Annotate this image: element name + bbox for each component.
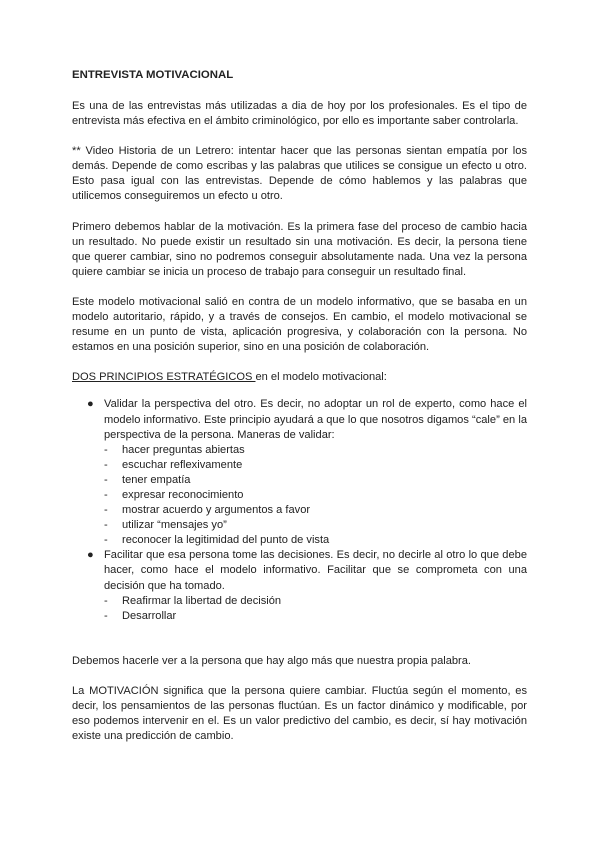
spacer xyxy=(72,624,527,654)
dash-icon: - xyxy=(104,519,108,532)
dash-icon: - xyxy=(104,458,108,471)
principle-item xyxy=(72,548,527,623)
document-title: ENTREVISTA MOTIVACIONAL xyxy=(72,69,234,81)
paragraph-model: Este modelo motivacional salió en contra de un modelo informativo, que se basaba en un modelo autoritario, rápido, y a través de consejos. En cambio, el modelo motivacional se resume en un punto de vista, aplicación progresiva, y colaboración con la persona. No estamos en una posición superior, sino en una posición de colaboración. xyxy=(72,295,527,354)
document-page xyxy=(72,68,527,759)
dash-icon: - xyxy=(104,473,108,486)
list-item: - Reafirmar la libertad de decisión xyxy=(104,594,527,609)
dash-icon: - xyxy=(104,504,108,517)
list-item: - tener empatía xyxy=(104,473,527,488)
principles-list xyxy=(72,397,527,623)
dash-icon: - xyxy=(104,443,108,456)
dash-icon: - xyxy=(104,609,108,622)
dash-icon: - xyxy=(104,488,108,501)
paragraph-closing-statement: Debemos hacerle ver a la persona que hay algo más que nuestra propia palabra. xyxy=(72,654,472,667)
principle-text: Validar la perspectiva del otro. Es decir, no adoptar un rol de experto, como hace el modelo informativo. Este principio ayudará a que lo que nosotros digamos “cale” en la perspectiva de la persona. Maneras de validar: xyxy=(104,398,527,441)
list-item: - expresar reconocimiento xyxy=(104,488,527,503)
bullet-icon: ● xyxy=(87,549,94,562)
dash-icon: - xyxy=(104,534,108,547)
paragraph-motivation-definition: La MOTIVACIÓN significa que la persona quiere cambiar. Fluctúa según el momento, es decir, los pensamientos de las personas fluctúan. Es un factor dinámico y modificable, por eso podemos intervenir en el. Es un valor predictivo del cambio, es decir, sí hay motivación existe una predicción de cambio. xyxy=(72,684,527,743)
paragraph-video: ** Video Historia de un Letrero: intentar hacer que las personas sientan empatía por los demás. Depende de como escribas y las palabras que utilices se consigue un efecto u otro. Esto pasa igual con las entrevistas. Depende de cómo hablemos y las palabras que utilicemos conseguiremos un efecto u otro. xyxy=(72,145,527,203)
list-item: - escuchar reflexivamente xyxy=(104,458,527,473)
dash-icon: - xyxy=(104,594,108,607)
decision-actions-list xyxy=(104,594,527,624)
principles-heading xyxy=(72,370,527,385)
list-item: - mostrar acuerdo y argumentos a favor xyxy=(104,503,527,518)
principle-text: Facilitar que esa persona tome las decisiones. Es decir, no decirle al otro lo que debe hacer, como hace el modelo informativo. Facilitar que se comprometa con una decisión que ha tomado. xyxy=(104,549,527,592)
principles-heading-rest: en el modelo motivacional: xyxy=(255,371,387,384)
list-item: - Desarrollar xyxy=(104,609,527,624)
principle-item xyxy=(72,397,527,548)
principles-heading-underlined: DOS PRINCIPIOS ESTRATÉGICOS xyxy=(72,371,256,384)
list-item: - reconocer la legitimidad del punto de vista xyxy=(104,533,527,548)
list-item: - utilizar “mensajes yo” xyxy=(104,518,527,533)
list-item: - hacer preguntas abiertas xyxy=(104,443,527,458)
paragraph-intro: Es una de las entrevistas más utilizadas a dia de hoy por los profesionales. Es el tipo de entrevista más efectiva en el ámbito criminológico, por ello es importante saber controlarla. xyxy=(72,100,527,128)
validation-methods-list xyxy=(104,443,527,549)
paragraph-motivation: Primero debemos hablar de la motivación. Es la primera fase del proceso de cambio hacia un resultado. No puede existir un resultado sin una motivación. Es decir, la persona tiene que querer cambiar, sino no podremos conseguir absolutamente nada. Una vez la persona quiere cambiar se inicia un proceso de trabajo para conseguir un resultado final. xyxy=(72,220,527,278)
bullet-icon: ● xyxy=(87,398,94,411)
